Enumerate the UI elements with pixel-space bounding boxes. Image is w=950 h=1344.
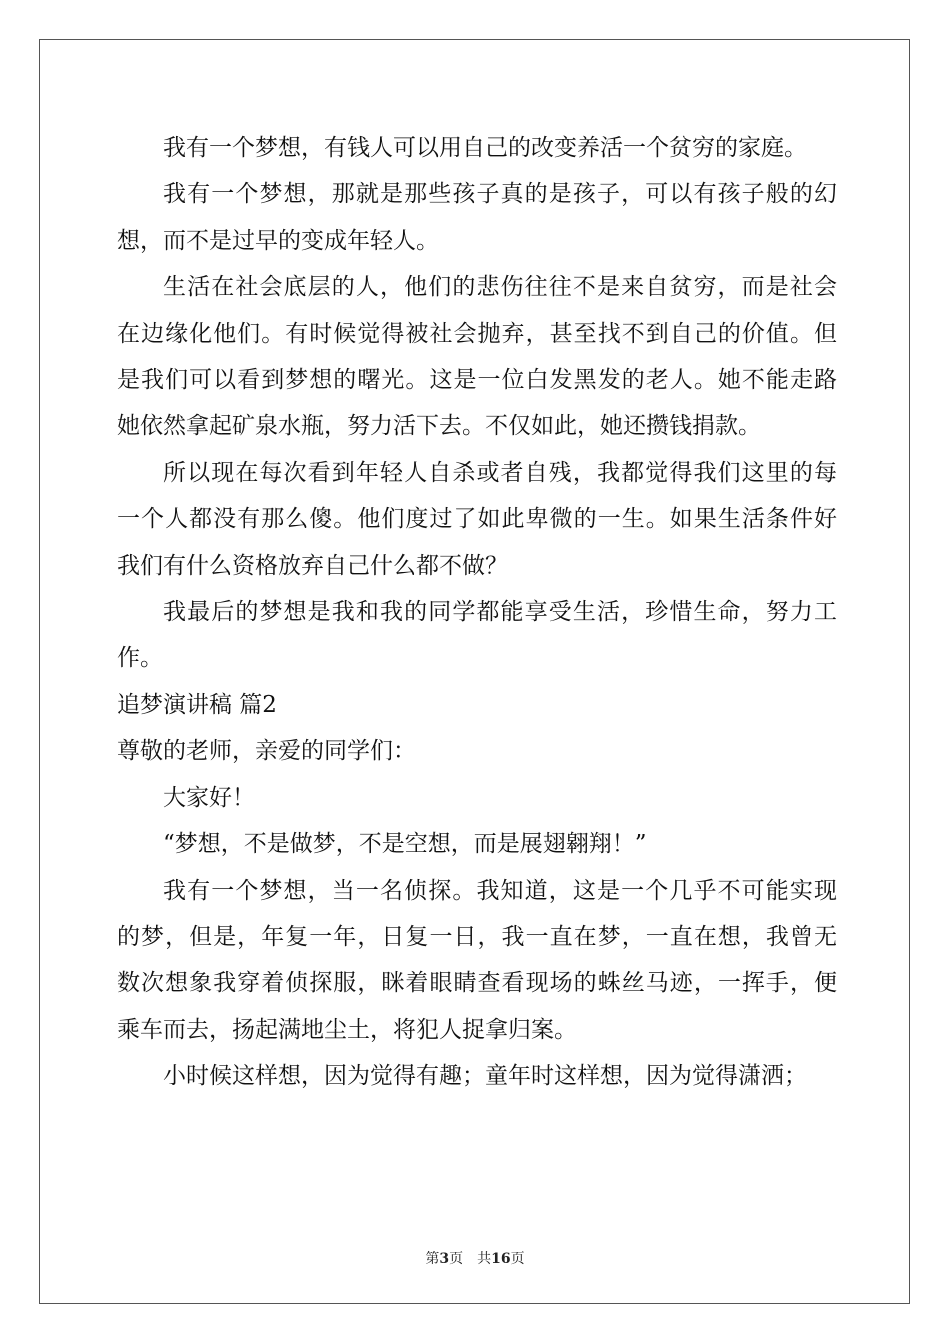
text-line: 我有一个梦想，当一名侦探。我知道，这是一个几乎不可能实现 (163, 877, 837, 904)
footer-suffix: 页 (510, 1251, 525, 1267)
text-line: 在边缘化他们。有时候觉得被社会抛弃，甚至找不到自己的价值。但 (117, 320, 837, 347)
current-page-number: 3 (439, 1251, 450, 1267)
text-line: 我有一个梦想，有钱人可以用自己的改变养活一个贫穷的家庭。 (163, 135, 807, 161)
salutation: 尊敬的老师，亲爱的同学们： (117, 738, 416, 765)
page-footer (0, 1248, 950, 1268)
text-line: 所以现在每次看到年轻人自杀或者自残，我都觉得我们这里的每 (163, 459, 837, 486)
section-heading: 追梦演讲稿 篇2 (117, 691, 277, 718)
greeting: 大家好！ (163, 784, 255, 811)
text-line: 数次想象我穿着侦探服，眯着眼睛查看现场的蛛丝马迹，一挥手，便 (117, 970, 837, 997)
text-line: 我最后的梦想是我和我的同学都能享受生活，珍惜生命，努力工 (163, 599, 837, 626)
text-line: 想，而不是过早的变成年轻人。 (117, 227, 439, 254)
quote-line: “梦想，不是做梦，不是空想，而是展翅翱翔！” (163, 831, 647, 858)
text-line: 一个人都没有那么傻。他们度过了如此卑微的一生。如果生活条件好 (117, 506, 837, 533)
text-line: 小时候这样想，因为觉得有趣；童年时这样想，因为觉得潇洒； (163, 1063, 807, 1090)
document-body (117, 125, 837, 1100)
footer-prefix: 第 (425, 1251, 440, 1267)
text-line: 作。 (117, 645, 163, 672)
text-line: 我有一个梦想，那就是那些孩子真的是孩子，可以有孩子般的幻 (163, 181, 837, 208)
footer-mid: 页 共 (449, 1251, 492, 1267)
text-line: 是我们可以看到梦想的曙光。这是一位白发黑发的老人。她不能走路 (117, 367, 837, 394)
text-line: 她依然拿起矿泉水瓶，努力活下去。不仅如此，她还攒钱捐款。 (117, 413, 761, 440)
total-page-number: 16 (491, 1251, 511, 1267)
text-line: 我们有什么资格放弃自己什么都不做？ (117, 552, 508, 579)
text-line: 的梦，但是，年复一年，日复一日，我一直在梦，一直在想，我曾无 (117, 923, 837, 950)
text-line: 生活在社会底层的人，他们的悲伤往往不是来自贫穷，而是社会 (163, 274, 837, 301)
text-line: 乘车而去，扬起满地尘土，将犯人捉拿归案。 (117, 1016, 577, 1043)
